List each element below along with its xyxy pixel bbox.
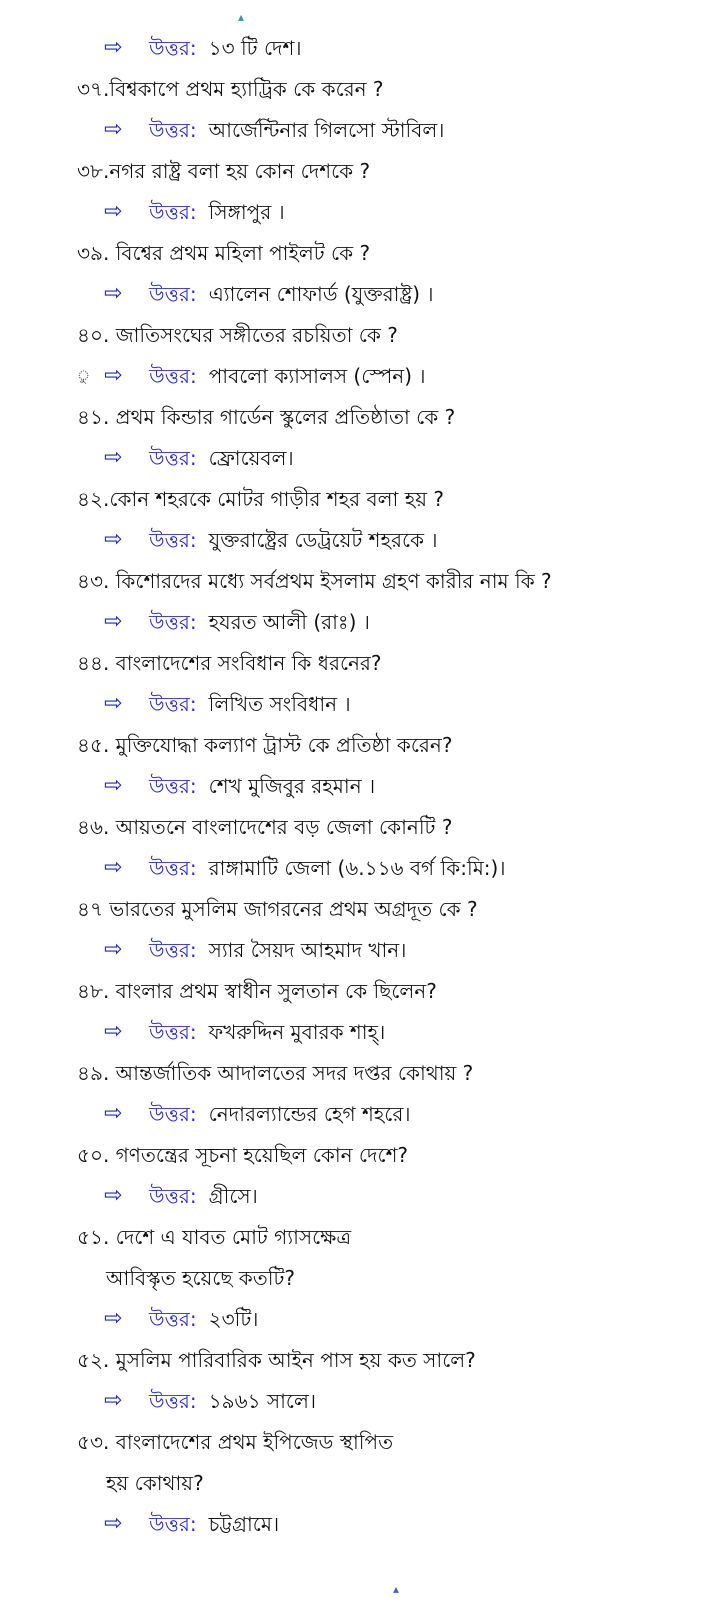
answer-text: ২৩টি। xyxy=(208,1307,259,1331)
answer-text: শেখ মুজিবুর রহমান । xyxy=(208,774,376,798)
answer-line xyxy=(0,856,728,880)
answer-line xyxy=(0,1307,728,1331)
question-line: ৩৭.বিশ্বকাপে প্রথম হ্যাট্রিক কে করেন ? xyxy=(77,77,384,101)
question-line: ৫৩. বাংলাদেশের প্রথম ইপিজেড স্থাপিত xyxy=(77,1430,394,1454)
answer-text: লিখিত সংবিধান । xyxy=(208,692,351,716)
answer-line xyxy=(0,446,728,470)
top-speck: ▴ xyxy=(238,10,245,24)
answer-text: সিঙ্গাপুর । xyxy=(208,200,285,224)
answer-text: আর্জেন্টিনার গিলসো স্টাবিল। xyxy=(208,118,445,142)
arrow-right-icon: ⇨ xyxy=(104,773,123,798)
answer-text: নেদারল্যান্ডের হেগ শহরে। xyxy=(208,1102,411,1126)
arrow-right-icon: ⇨ xyxy=(104,199,123,224)
arrow-right-icon: ⇨ xyxy=(104,1101,123,1126)
answer-line xyxy=(0,610,728,634)
question-line: ৪০. জাতিসংঘের সঙ্গীতের রচয়িতা কে ? xyxy=(77,323,398,347)
arrow-right-icon: ⇨ xyxy=(104,363,123,388)
question-line: ৫০. গণতন্ত্রের সূচনা হয়েছিল কোন দেশে? xyxy=(77,1143,409,1167)
answer-label: উত্তর: xyxy=(149,118,197,142)
answer-text: স্যার সৈয়দ আহমাদ খান। xyxy=(208,938,407,962)
answer-line xyxy=(0,36,728,60)
answer-text: পাবলো ক্যাসালস (স্পেন) । xyxy=(208,364,426,388)
answer-text: ফখরুদ্দিন মুবারক শাহ্। xyxy=(208,1020,386,1044)
answer-label: উত্তর: xyxy=(149,1512,197,1536)
answer-label: উত্তর: xyxy=(149,446,197,470)
answer-line xyxy=(0,774,728,798)
arrow-right-icon: ⇨ xyxy=(104,1306,123,1331)
question-continuation: আবিস্কৃত হয়েছে কতটি? xyxy=(106,1266,296,1290)
answer-line xyxy=(0,1512,728,1536)
answer-line xyxy=(0,938,728,962)
answer-text: গ্রীসে। xyxy=(208,1184,258,1208)
question-continuation: হয় কোথায়? xyxy=(106,1471,204,1495)
answer-line xyxy=(0,1020,728,1044)
answer-label: উত্তর: xyxy=(149,1184,197,1208)
answer-label: উত্তর: xyxy=(149,1020,197,1044)
question-line: ৪৪. বাংলাদেশের সংবিধান কি ধরনের? xyxy=(77,651,382,675)
answer-line xyxy=(0,1184,728,1208)
question-line: ৩৮.নগর রাষ্ট্র বলা হয় কোন দেশকে ? xyxy=(77,159,371,183)
answer-line xyxy=(0,528,728,552)
arrow-right-icon: ⇨ xyxy=(104,1183,123,1208)
question-line: ৪৯. আন্তর্জাতিক আদালতের সদর দপ্তর কোথায় ? xyxy=(77,1061,474,1085)
arrow-right-icon: ⇨ xyxy=(104,445,123,470)
question-line: ৪৮. বাংলার প্রথম স্বাধীন সুলতান কে ছিলেন? xyxy=(77,979,437,1003)
arrow-right-icon: ⇨ xyxy=(104,1511,123,1536)
answer-label: উত্তর: xyxy=(149,528,197,552)
stray-mark: ু xyxy=(77,368,91,384)
answer-label: উত্তর: xyxy=(149,1389,197,1413)
arrow-right-icon: ⇨ xyxy=(104,527,123,552)
question-line: ৪১. প্রথম কিন্ডার গার্ডেন স্কুলের প্রতিষ্ঠাতা কে ? xyxy=(77,405,456,429)
arrow-right-icon: ⇨ xyxy=(104,117,123,142)
arrow-right-icon: ⇨ xyxy=(104,281,123,306)
arrow-right-icon: ⇨ xyxy=(104,35,123,60)
arrow-right-icon: ⇨ xyxy=(104,691,123,716)
answer-label: উত্তর: xyxy=(149,200,197,224)
answer-line xyxy=(0,1389,728,1413)
answer-text: ১৯৬১ সালে। xyxy=(208,1389,317,1413)
answer-text: ১৩ টি দেশ। xyxy=(208,36,302,60)
arrow-right-icon: ⇨ xyxy=(104,1019,123,1044)
answer-label: উত্তর: xyxy=(149,938,197,962)
arrow-right-icon: ⇨ xyxy=(104,1388,123,1413)
question-line: ৫১. দেশে এ যাবত মোট গ্যাসক্ষেত্র xyxy=(77,1225,352,1249)
answer-label: উত্তর: xyxy=(149,36,197,60)
answer-label: উত্তর: xyxy=(149,1102,197,1126)
answer-line xyxy=(0,692,728,716)
answer-label: উত্তর: xyxy=(149,610,197,634)
answer-label: উত্তর: xyxy=(149,774,197,798)
answer-line xyxy=(0,118,728,142)
question-line: ৪৩. কিশোরদের মধ্যে সর্বপ্রথম ইসলাম গ্রহণ কারীর নাম কি ? xyxy=(77,569,552,593)
answer-text: চট্টগ্রামে। xyxy=(208,1512,280,1536)
answer-line xyxy=(0,200,728,224)
question-line: ৪৭ ভারতের মুসলিম জাগরনের প্রথম অগ্রদূত কে ? xyxy=(77,897,478,921)
answer-text: রাঙ্গামাটি জেলা (৬.১১৬ বর্গ কি:মি:)। xyxy=(208,856,506,880)
answer-line xyxy=(0,282,728,306)
question-line: ৪২.কোন শহরকে মোটর গাড়ীর শহর বলা হয় ? xyxy=(77,487,444,511)
question-line: ৪৬. আয়তনে বাংলাদেশের বড় জেলা কোনটি ? xyxy=(77,815,453,839)
answer-label: উত্তর: xyxy=(149,1307,197,1331)
answer-text: ফ্রোয়েবল। xyxy=(208,446,294,470)
answer-text: এ্যালেন শোফার্ড (যুক্তরাষ্ট্র) । xyxy=(208,282,434,306)
answer-label: উত্তর: xyxy=(149,692,197,716)
arrow-right-icon: ⇨ xyxy=(104,937,123,962)
answer-text: হযরত আলী (রাঃ) । xyxy=(208,610,370,634)
answer-label: উত্তর: xyxy=(149,364,197,388)
question-line: ৩৯. বিশ্বের প্রথম মহিলা পাইলট কে ? xyxy=(77,241,371,265)
answer-text: যুক্তরাষ্ট্রের ডেট্রয়েট শহরকে । xyxy=(208,528,438,552)
answer-line xyxy=(0,364,728,388)
question-line: ৫২. মুসলিম পারিবারিক আইন পাস হয় কত সালে? xyxy=(77,1348,476,1372)
bottom-speck: ▴ xyxy=(393,1582,400,1596)
question-line: ৪৫. মুক্তিযোদ্ধা কল্যাণ ট্রাস্ট কে প্রতিষ্ঠা করেন? xyxy=(77,733,453,757)
answer-label: উত্তর: xyxy=(149,856,197,880)
arrow-right-icon: ⇨ xyxy=(104,609,123,634)
answer-line xyxy=(0,1102,728,1126)
arrow-right-icon: ⇨ xyxy=(104,855,123,880)
answer-label: উত্তর: xyxy=(149,282,197,306)
